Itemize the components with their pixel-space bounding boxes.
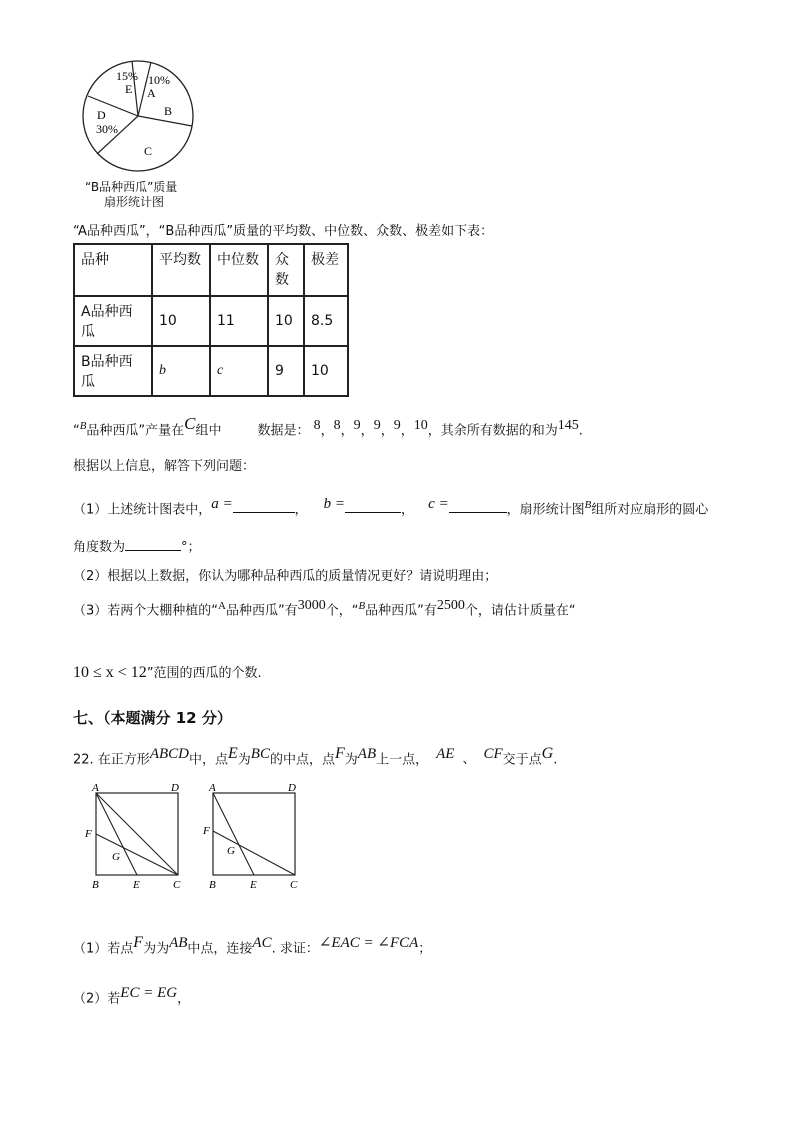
question-3-cont: 10 ≤ x < 12”范围的西瓜的个数. — [73, 664, 262, 681]
pie-label: A — [147, 86, 156, 100]
answer-blank[interactable] — [125, 536, 181, 551]
pie-label: D — [97, 108, 106, 122]
point-label: A — [92, 784, 99, 794]
point-label: G — [227, 845, 235, 857]
problem-22: 22. 在正方形$^{ABCD}$中，点$^E$为$^{BC}$的中点，点$^F$为$^{AB}$上一点， $^{AE}$ 、 $^{CF}$交于点$^G$. — [73, 745, 558, 768]
square-abcd — [213, 793, 295, 875]
geometry-figures — [80, 784, 310, 896]
info-line: 根据以上信息，解答下列问题： — [73, 459, 256, 474]
point-label: F — [203, 825, 210, 837]
answer-blank[interactable] — [449, 498, 507, 513]
table-header: 品种 — [74, 244, 152, 296]
section-heading: 七、（本题满分 12 分） — [73, 709, 232, 727]
table-row — [74, 346, 348, 396]
point-label: F — [85, 828, 92, 840]
pie-label: 15% — [116, 69, 138, 83]
stats-table — [73, 243, 349, 397]
table-header: 平均数 — [152, 244, 210, 296]
pie-label: B — [164, 104, 173, 118]
segment-cf — [96, 834, 178, 875]
inequality: 10 ≤ x < 12 — [73, 664, 147, 681]
question-1: （1）上述统计图表中，$^{a =}$ ， $^{b =}$ ， $^{c =}$ ，扇形统计图$^B$组所对应扇形的圆心 — [73, 496, 709, 518]
table-header: 众数 — [268, 244, 304, 296]
pie-caption: “B品种西瓜”质量 — [85, 180, 178, 194]
table-row — [74, 244, 348, 296]
group-c-line: “$^B$品种西瓜”产量在$^C$组中 数据是： $^8$，$^8$，$^9$，$^9$，$^9$，$^{10}$，其余所有数据的和为$^{145}$. — [73, 414, 583, 439]
sub-question-1: （1）若点$^F$为为$^{AB}$中点，连接$^{AC}$. 求证：$^{\angle EAC = \angle FCA}$； — [73, 934, 432, 957]
table-cell: 11 — [210, 296, 268, 346]
pie-label: 30% — [96, 122, 118, 136]
table-cell: c — [210, 346, 268, 396]
point-label: E — [133, 879, 140, 891]
answer-blank[interactable] — [233, 498, 295, 513]
table-cell: b — [152, 346, 210, 396]
sub-question-2: （2）若$^{EC = EG}$， — [73, 985, 191, 1007]
pie-chart — [80, 58, 200, 178]
segment-ac — [96, 793, 178, 875]
point-label: D — [171, 784, 179, 794]
point-label: C — [173, 879, 181, 891]
point-label: A — [209, 784, 216, 794]
pie-divider — [88, 96, 138, 116]
table-row — [74, 296, 348, 346]
table-cell: 10 — [268, 296, 304, 346]
table-cell: 8.5 — [304, 296, 348, 346]
pie-label: 10% — [148, 73, 170, 87]
table-cell: B品种西瓜 — [74, 346, 152, 396]
intro-text: “A品种西瓜”，“B品种西瓜”质量的平均数、中位数、众数、极差如下表： — [73, 224, 494, 239]
table-cell: 10 — [152, 296, 210, 346]
pie-label: C — [144, 144, 153, 158]
table-cell: 9 — [268, 346, 304, 396]
question-3: （3）若两个大棚种植的“$^A$品种西瓜”有$^{3000}$个，“$^B$品种西瓜”有$^{2500}$个，请估计质量在“ — [73, 598, 576, 619]
segment-cf — [213, 831, 295, 875]
pie-label: E — [125, 82, 133, 96]
point-label: B — [92, 879, 99, 891]
point-label: G — [112, 851, 120, 863]
question-2: （2）根据以上数据，你认为哪种品种西瓜的质量情况更好？请说明理由； — [73, 569, 498, 584]
pie-caption: 扇形统计图 — [104, 195, 165, 209]
table-header: 中位数 — [210, 244, 268, 296]
question-1-cont: 角度数为 °； — [73, 536, 201, 555]
table-cell: A品种西瓜 — [74, 296, 152, 346]
point-label: E — [250, 879, 257, 891]
point-label: D — [288, 784, 296, 794]
point-label: B — [209, 879, 216, 891]
table-header: 极差 — [304, 244, 348, 296]
point-label: C — [290, 879, 298, 891]
answer-blank[interactable] — [345, 498, 401, 513]
table-cell: 10 — [304, 346, 348, 396]
